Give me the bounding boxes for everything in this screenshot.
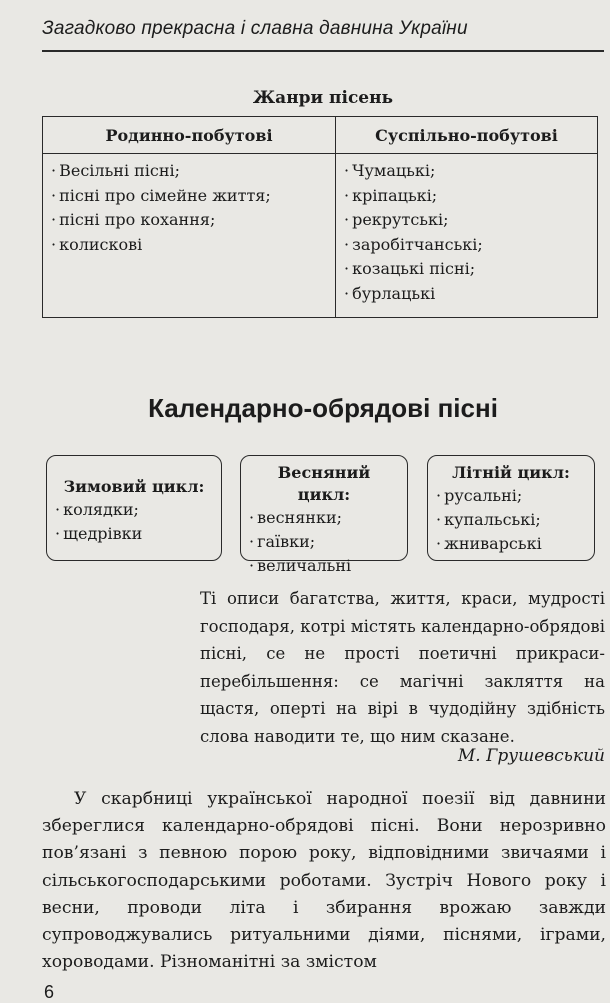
list-item: · рекрутські; xyxy=(344,208,589,233)
column-header-social: Суспільно-побутові xyxy=(336,117,598,154)
list-item: · пісні про сімейне життя; xyxy=(51,184,327,209)
header-rule xyxy=(42,50,604,52)
family-genres-cell xyxy=(43,154,336,318)
quote-author: М. Грушевський xyxy=(457,746,605,766)
list-item: · веснянки; xyxy=(249,506,399,530)
list-item: · кріпацькі; xyxy=(344,184,589,209)
social-genres-cell xyxy=(336,154,598,318)
genres-table-title: Жанри пісень xyxy=(252,88,394,108)
running-head: Загадково прекрасна і славна давнина України xyxy=(42,18,468,39)
winter-cycle-box xyxy=(46,455,222,561)
list-item: · Весільні пісні; xyxy=(51,159,327,184)
genres-table xyxy=(42,116,598,318)
summer-cycle-box xyxy=(427,455,595,561)
list-item: · русальні; xyxy=(436,484,586,508)
epigraph-quote: Ті описи багатства, життя, краси, мудрості господаря, котрі містять календарно-обрядові пісні, се не прості поетичні прикраси-перебільшення: се магічні закляття на щастя, оперті на вірі в чудодійну здібність слова наводити те, що ним сказане. xyxy=(200,589,605,746)
list-item: · Чумацькі; xyxy=(344,159,589,184)
spring-cycle-box xyxy=(240,455,408,575)
list-item: · гаївки; xyxy=(249,530,399,554)
summer-cycle-title: Літній цикл: xyxy=(452,463,570,482)
section-title: Календарно-обрядові пісні xyxy=(148,393,498,423)
list-item: · колядки; xyxy=(55,498,213,522)
list-item: · купальські; xyxy=(436,508,586,532)
list-item: · бурлацькі xyxy=(344,282,589,307)
list-item: · жниварські xyxy=(436,532,586,556)
column-header-family: Родинно-побутові xyxy=(43,117,336,154)
list-item: · козацькі пісні; xyxy=(344,257,589,282)
list-item: · заробітчанські; xyxy=(344,233,589,258)
list-item: · величальні xyxy=(249,554,399,578)
list-item: · пісні про кохання; xyxy=(51,208,327,233)
winter-cycle-title: Зимовий цикл: xyxy=(63,477,205,496)
page-number: 6 xyxy=(44,982,55,1002)
body-paragraph: У скарбниці української народної поезії від давнини збереглися календарно-обрядові пісні. Вони нерозривно пов’язані з певною порою року, відповідними звичаями і сільськогосподарськими роботами. Зустріч Нового року і весни, проводи літа і збирання врожаю завжди супроводжувались ритуальними діями, піснями, іграми, хороводами. Різноманітні за змістом xyxy=(42,789,606,973)
list-item: · щедрівки xyxy=(55,522,213,546)
spring-cycle-title: Весняний цикл: xyxy=(277,463,371,504)
list-item: · колискові xyxy=(51,233,327,258)
